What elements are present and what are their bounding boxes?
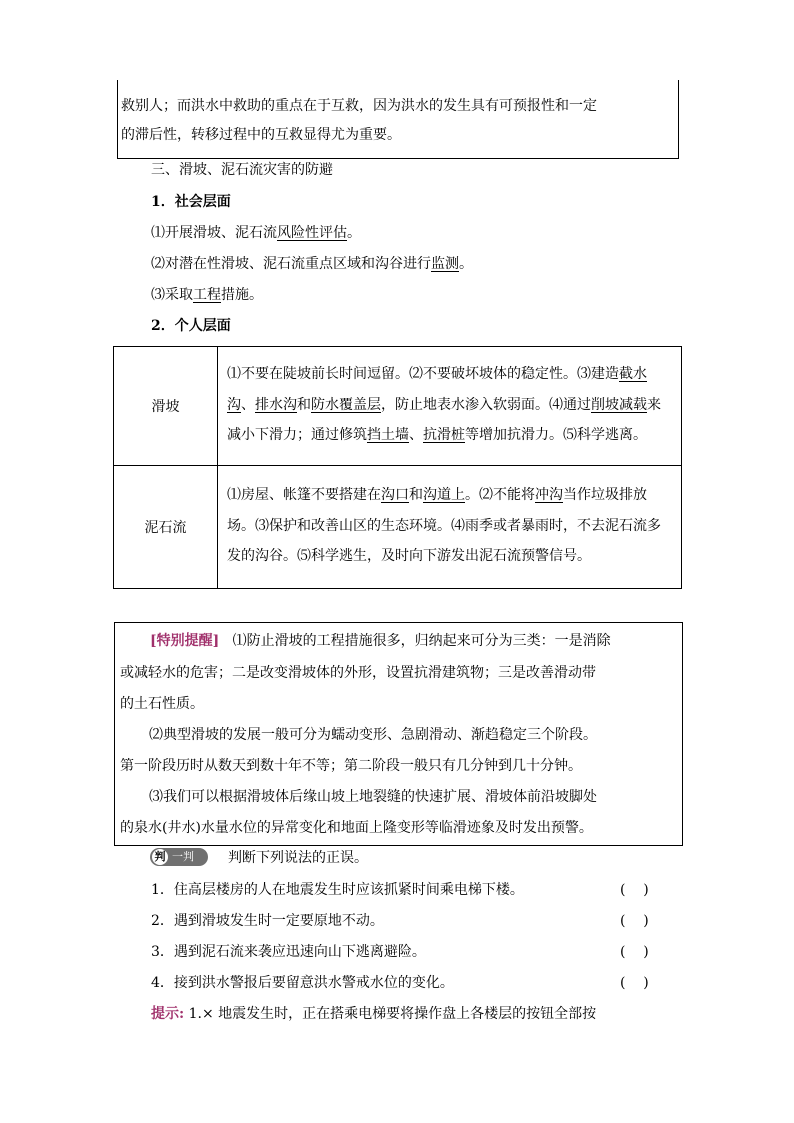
judge-item-4: 4．接到洪水警报后要留意洪水警戒水位的变化。 xyxy=(151,975,454,991)
landslide-key-4: 削坡减载 xyxy=(591,396,647,413)
social-item-1-post: 。 xyxy=(347,225,361,241)
landslide-key-3: 防水覆盖层 xyxy=(311,396,381,413)
debris-text-2: 和 xyxy=(409,487,423,504)
hazard-name-debris-flow: 泥石流 xyxy=(114,466,218,589)
social-item-3-key: 工程 xyxy=(193,287,221,303)
landslide-text-1: ⑴不要在陡坡前长时间逗留。⑵不要破坏坡体的稳定性。⑶建造 xyxy=(227,366,619,383)
landslide-key-6: 抗滑桩 xyxy=(423,427,465,444)
social-item-1 xyxy=(151,223,361,243)
tip-p1-line-3: 的土石性质。 xyxy=(120,696,204,712)
tip-p1-line-2: 或减轻水的危害；二是改变滑坡体的外形，设置抗滑建筑物；三是改善滑动带 xyxy=(120,665,596,681)
social-item-2-pre: ⑵对潜在性滑坡、泥石流重点区域和沟谷进行 xyxy=(151,256,431,272)
judge-item-1: 1．住高层楼房的人在地震发生时应该抓紧时间乘电梯下楼。 xyxy=(151,882,524,898)
table-row-debris-flow xyxy=(114,466,682,589)
personal-level-heading: 2．个人层面 xyxy=(151,318,231,334)
judge-answer-4[interactable]: ( ) xyxy=(620,975,649,991)
landslide-text-7: 等增加抗滑力。⑸科学逃离。 xyxy=(465,427,647,444)
landslide-text-2: 、 xyxy=(241,396,255,413)
judge-answer-3[interactable]: ( ) xyxy=(620,944,649,960)
debris-key-3: 冲沟 xyxy=(535,487,563,504)
tip-p1-line-1: ⑴防止滑坡的工程措施很多，归纳起来可分为三类：一是消除 xyxy=(232,633,611,649)
hazard-desc-debris-flow xyxy=(218,466,682,589)
judge-answer-2[interactable]: ( ) xyxy=(620,913,649,929)
social-item-2-post: 。 xyxy=(459,256,473,272)
hazard-measures-table xyxy=(113,346,682,589)
tip-p2-line-2: 第一阶段历时从数天到数十年不等；第二阶段一般只有几分钟到几十分钟。 xyxy=(120,758,582,774)
tip-line-1 xyxy=(150,631,611,651)
tip-p3-line-1: ⑶我们可以根据滑坡体后缘山坡上地裂缝的快速扩展、滑坡体前沿坡脚处 xyxy=(149,789,597,805)
judge-instruction: 判断下列说法的正误。 xyxy=(228,850,368,866)
hint-text: 1.× 地震发生时，正在搭乘电梯要将操作盘上各楼层的按钮全部按 xyxy=(184,1006,597,1022)
judge-item-2: 2．遇到滑坡发生时一定要原地不动。 xyxy=(151,913,384,929)
debris-text-1: ⑴房屋、帐篷不要搭建在 xyxy=(227,487,381,504)
table-row-landslide xyxy=(114,347,682,466)
social-item-2-key: 监测 xyxy=(431,256,459,272)
social-level-heading: 1．社会层面 xyxy=(151,194,231,210)
debris-key-1: 沟口 xyxy=(381,487,409,504)
tip-p2-line-1: ⑵典型滑坡的发展一般可分为蠕动变形、急剧滑动、渐趋稳定三个阶段。 xyxy=(149,727,597,743)
judge-item-3: 3．遇到泥石流来袭应迅速向山下逃离避险。 xyxy=(151,944,426,960)
debris-text-3: 。⑵不能将 xyxy=(465,487,535,504)
hazard-name-landslide: 滑坡 xyxy=(114,347,218,466)
landslide-key-1: 截水沟 xyxy=(227,366,647,413)
social-item-3-pre: ⑶采取 xyxy=(151,287,193,303)
judge-badge-icon xyxy=(150,848,208,866)
tip-p3-line-2: 的泉水(井水)水量水位的异常变化和地面上隆变形等临滑迹象及时发出预警。 xyxy=(120,820,593,836)
judge-badge-char: 判 xyxy=(151,848,169,866)
social-item-3 xyxy=(151,285,263,305)
continuation-line-2: 的滞后性，转移过程中的互救显得尤为重要。 xyxy=(121,127,401,143)
section-heading: 三、滑坡、泥石流灾害的防避 xyxy=(151,162,333,178)
hazard-desc-landslide xyxy=(218,347,682,466)
continuation-line-1: 救别人；而洪水中救助的重点在于互救，因为洪水的发生具有可预报性和一定 xyxy=(121,98,597,114)
judge-badge-text: 一判 xyxy=(172,850,194,863)
landslide-key-2: 排水沟 xyxy=(255,396,297,413)
hint-line xyxy=(151,1004,596,1024)
judge-answer-1[interactable]: ( ) xyxy=(620,882,649,898)
debris-text-4: 当作垃圾排放场。⑶保护和改善山区的生态环境。⑷雨季或者暴雨时，不去泥石流多发的沟谷。⑸科学逃生，及时向下游发出泥石流预警信号。 xyxy=(227,487,661,565)
special-tip-box xyxy=(114,622,683,846)
social-item-3-post: 措施。 xyxy=(221,287,263,303)
social-item-1-key: 风险性评估 xyxy=(277,225,347,241)
landslide-text-3: 和 xyxy=(297,396,311,413)
debris-key-2: 沟道上 xyxy=(423,487,465,504)
social-item-2 xyxy=(151,254,473,274)
hint-label: 提示: xyxy=(151,1006,185,1022)
landslide-key-5: 挡土墙 xyxy=(367,427,409,444)
social-item-1-pre: ⑴开展滑坡、泥石流 xyxy=(151,225,277,241)
landslide-text-5: 来减小下滑力；通过修筑 xyxy=(227,396,661,444)
landslide-text-6: 、 xyxy=(409,427,423,444)
special-tip-tag: [特别提醒] xyxy=(150,633,220,649)
landslide-text-4: ，防止地表水渗入软弱面。⑷通过 xyxy=(381,396,591,413)
continuation-box xyxy=(117,80,679,159)
